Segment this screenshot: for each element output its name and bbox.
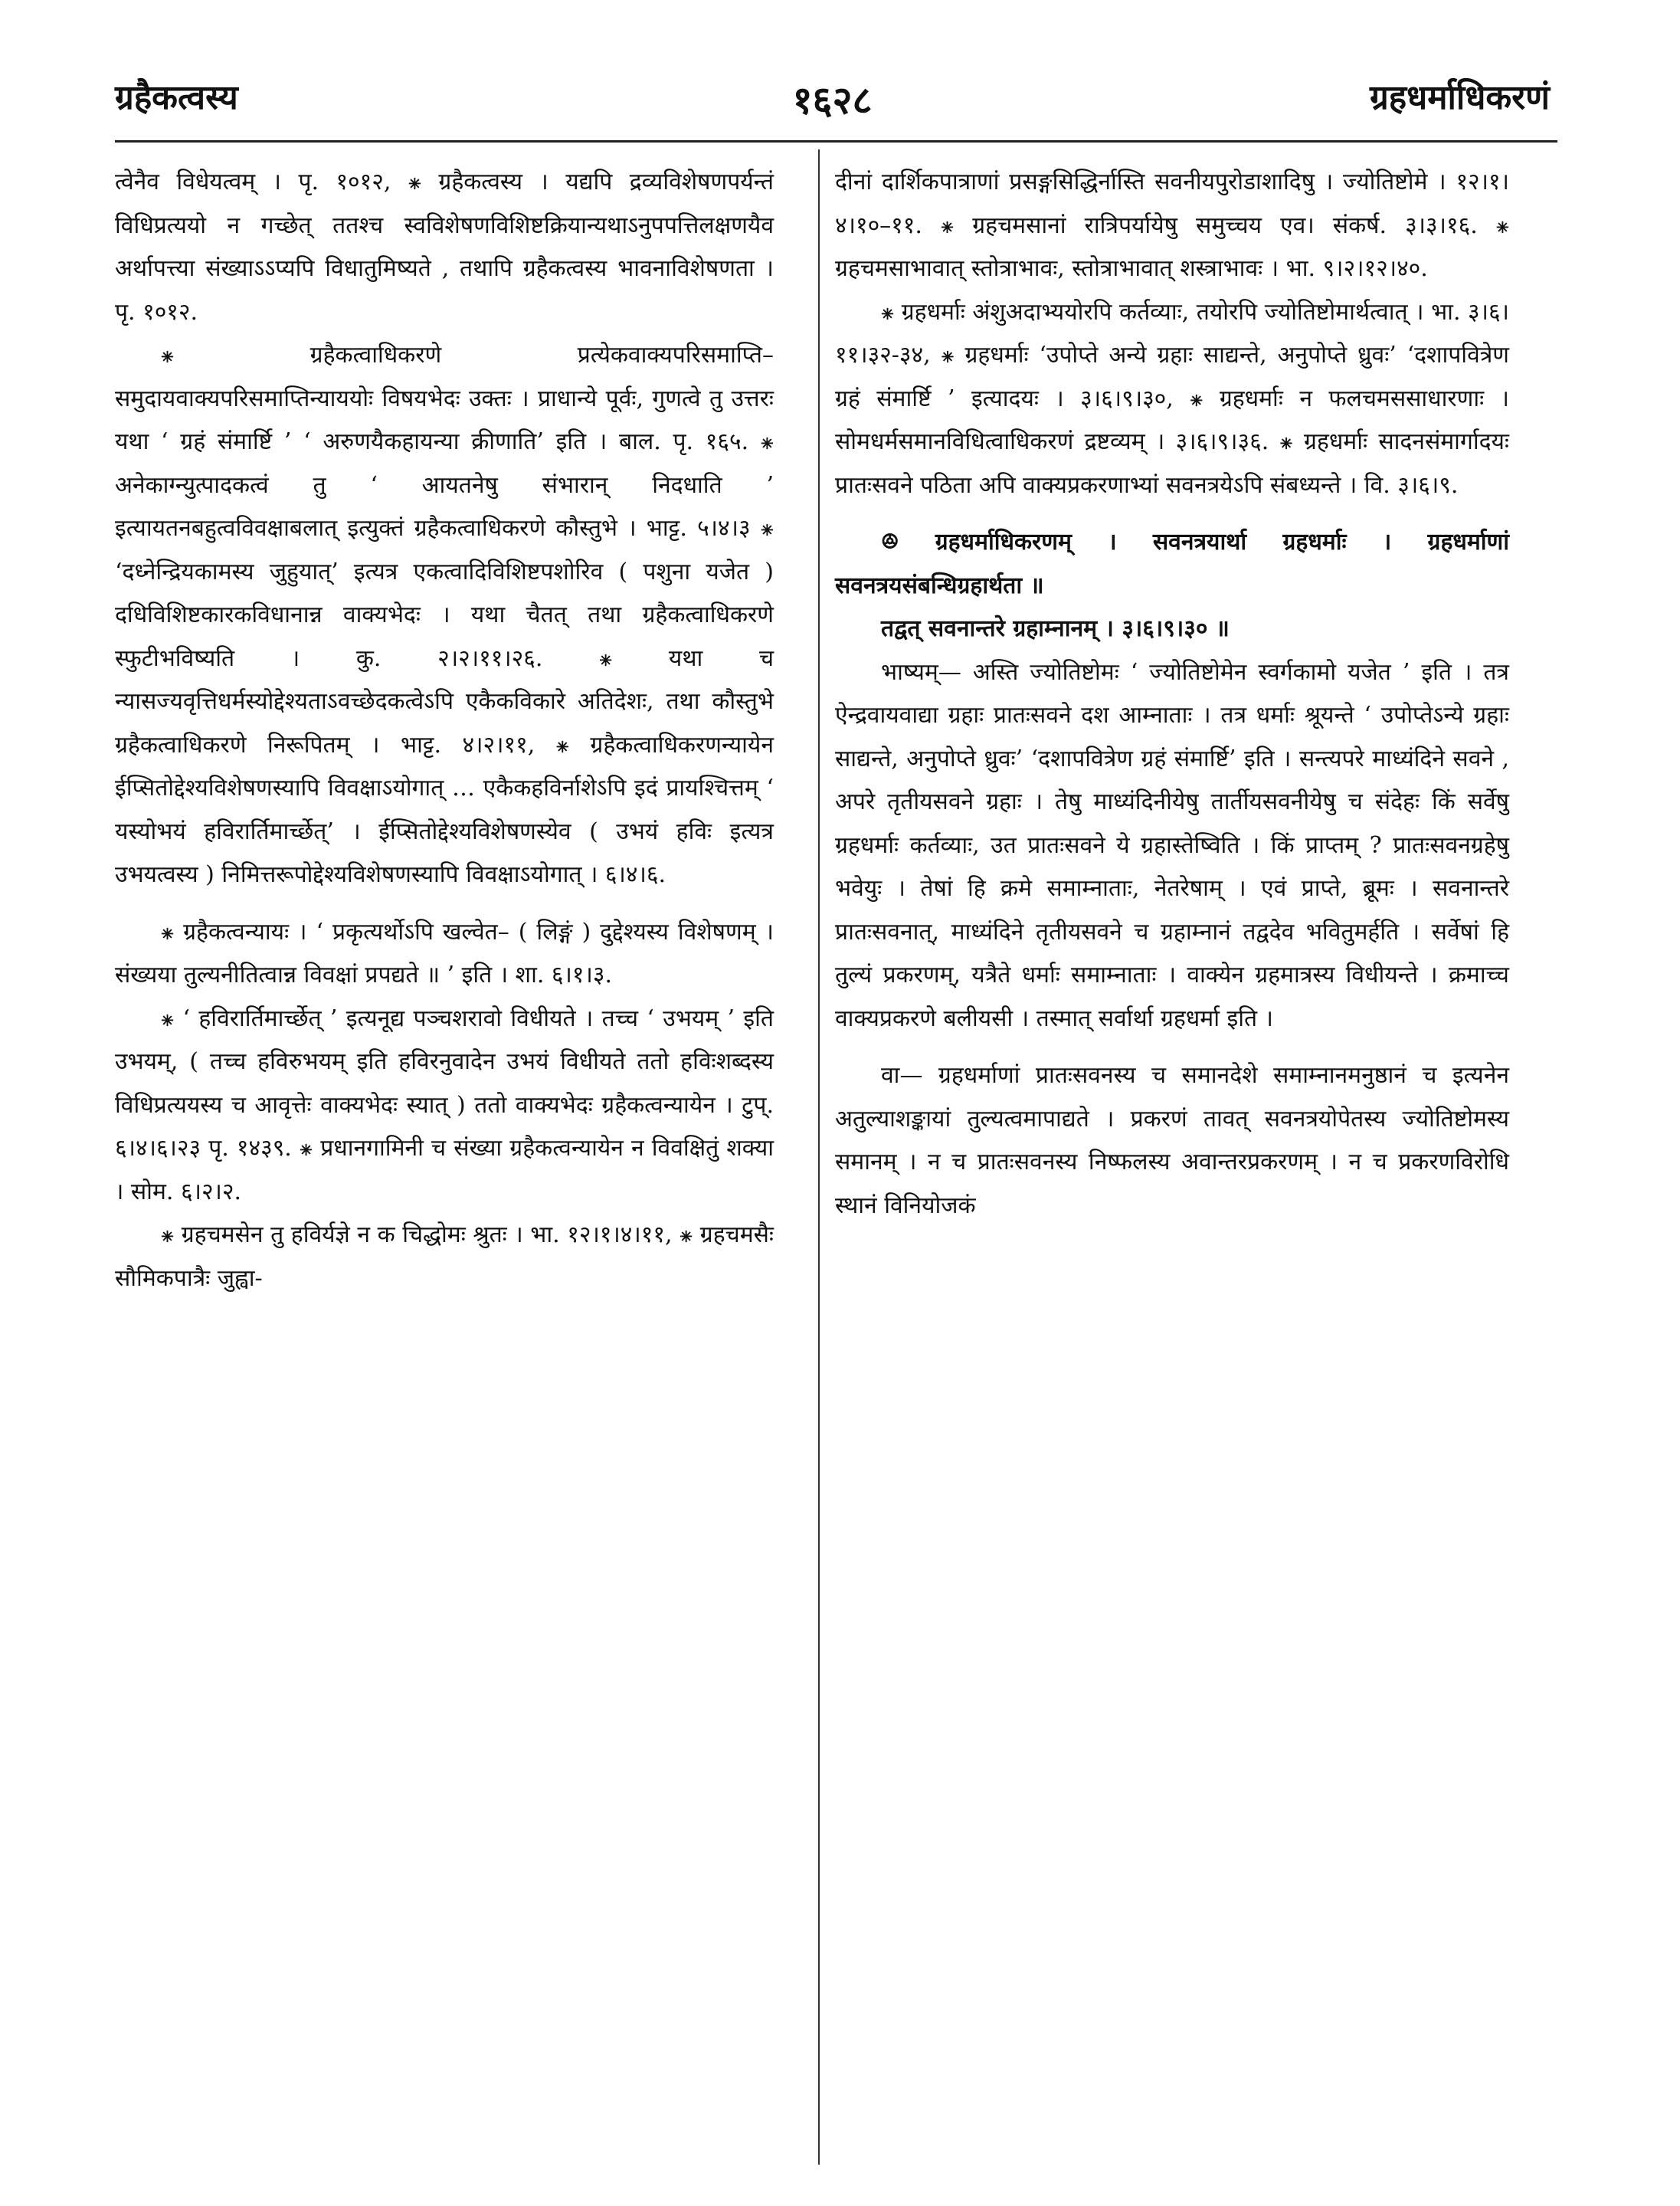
section-heading: ꔮ ग्रहधर्माधिकरणम् । सवनत्रयार्था ग्रहधर्माः । ग्रहधर्माणां सवनत्रयसंबन्धिग्रहार्थता ॥ xyxy=(835,529,1509,599)
vartika-paragraph: वा— ग्रहधर्माणां प्रातःसवनस्य च समानदेशे समाम्नानमनुष्ठानं च इत्यनेन अतुल्याशङ्कायां तुल्यत्वमापाद्यते । प्रकरणं तावत् सवनत्रयोपेतस्य ज्योतिष्टोमस्य समानम् । न च प्रातःसवनस्य निष्फलस्य अवान्तरप्रकरणम् । न च प्रकरणविरोधि स्थानं विनियोजकं xyxy=(835,1062,1509,1219)
header-right-title: ग्रहधर्माधिकरणं xyxy=(1369,78,1550,117)
page-number: १६२८ xyxy=(792,78,873,123)
header-left-title: ग्रहैकत्वस्य xyxy=(115,78,238,117)
left-paragraph-5: ⁕ ग्रहचमसेन तु हविर्यज्ञे न क चिद्धोमः श्रुतः । भा. १२।१।४।११, ⁕ ग्रहचमसैः सौमिकपात्रैः जुह्वा- xyxy=(115,1221,774,1292)
left-paragraph-2: ⁕ ग्रहैकत्वाधिकरणे प्रत्येकवाक्यपरिसमाप्ति–समुदायवाक्यपरिसमाप्तिन्याययोः विषयभेदः उक्तः । प्राधान्ये पूर्वः, गुणत्वे तु उत्तरः यथा ‘ ग्रहं संमार्ष्टि ’ ‘ अरुणयैकहायन्या क्रीणाति’ इति । बाल. पृ. १६५. ⁕ अनेकाग्न्युत्पादकत्वं तु ‘ आयतनेषु संभारान् निदधाति ’ इत्यायतनबहुत्वविवक्षाबलात् इत्युक्तं ग्रहैकत्वाधिकरणे कौस्तुभे । भाट्ट. ५।४।३ ⁕ ‘दध्नेन्द्रियकामस्य जुहुयात्’ इत्यत्र एकत्वादिविशिष्टपशोरिव ( पशुना यजेत ) दधिविशिष्टकारकविधानान्न वाक्यभेदः । यथा चैतत् तथा ग्रहैकत्वाधिकरणे स्फुटीभविष्यति । कु. २।२।११।२६. ⁕ यथा च न्यासज्यवृत्तिधर्मस्योद्देश्यताऽवच्छेदकत्वेऽपि एकैकविकारे अतिदेशः, तथा कौस्तुभे ग्रहैकत्वाधिकरणे निरूपितम् । भाट्ट. ४।२।११, ⁕ ग्रहैकत्वाधिकरणन्यायेन ईप्सितोद्देश्यविशेषणस्यापि विवक्षाऽयोगात् … एकैकहविर्नाशेऽपि इदं प्रायश्चित्तम् ‘ यस्योभयं हविरार्तिमार्च्छेत्’ । ईप्सितोद्देश्यविशेषणस्येव ( उभयं हविः इत्यत्र उभयत्वस्य ) निमित्तरूपोद्देश्यविशेषणस्यापि विवक्षाऽयोगात् । ६।४।६. xyxy=(115,342,774,888)
left-column xyxy=(115,161,774,1300)
header-rule xyxy=(115,140,1557,143)
left-paragraph-4: ⁕ ‘ हविरार्तिमार्च्छेत् ’ इत्यनूद्य पञ्चशरावो विधीयते । तच्च ‘ उभयम् ’ इति उभयम्, ( तच्च हविरुभयम् इति हविरनुवादेन उभयं विधीयते ततो हविःशब्दस्य विधिप्रत्ययस्य च आवृत्तेः वाक्यभेदः स्यात् ) ततो वाक्यभेदः ग्रहैकत्वन्यायेन । टुप्. ६।४।६।२३ पृ. १४३९. ⁕ प्रधानगामिनी च संख्या ग्रहैकत्वन्यायेन न विवक्षितुं शक्या । सोम. ६।२।२. xyxy=(115,1005,774,1205)
running-header xyxy=(115,73,1550,126)
left-paragraph-3: ⁕ ग्रहैकत्वन्यायः । ‘ प्रकृत्यर्थोऽपि खल्वेत– ( लिङ्गं ) दुद्देश्यस्य विशेषणम् । संख्यया तुल्यनीतित्वान्न विवक्षां प्रपद्यते ॥ ’ इति । शा. ६।१।३. xyxy=(115,918,774,988)
right-paragraph-2: ⁕ ग्रहधर्माः अंशुअदाभ्ययोरपि कर्तव्याः, तयोरपि ज्योतिष्टोमार्थत्वात् । भा. ३।६।११।३२-३४, ⁕ ग्रहधर्माः ‘उपोप्ते अन्ये ग्रहाः साद्यन्ते, अनुपोप्ते ध्रुवः’ ‘दशापवित्रेण ग्रहं संमार्ष्टि ’ इत्यादयः । ३।६।९।३०, ⁕ ग्रहधर्माः न फलचमससाधारणाः । सोमधर्मसमानविधित्वाधिकरणं द्रष्टव्यम् । ३।६।९।३६. ⁕ ग्रहधर्माः सादनसंमार्गादयः प्रातःसवने पठिता अपि वाक्यप्रकरणाभ्यां सवनत्रयेऽपि संबध्यन्ते । वि. ३।६।९. xyxy=(835,298,1509,499)
right-paragraph-1: दीनां दार्शिकपात्राणां प्रसङ्गसिद्धिर्नास्ति सवनीयपुरोडाशादिषु । ज्योतिष्टोमे । १२।१।४।१०–११. ⁕ ग्रहचमसानां रात्रिपर्यायेषु समुच्चय एव। संकर्ष. ३।३।१६. ⁕ ग्रहचमसाभावात् स्तोत्राभावः, स्तोत्राभावात् शस्त्राभावः । भा. ९।२।१२।४०. xyxy=(835,169,1509,282)
left-paragraph-1: त्वेनैव विधेयत्वम् । पृ. १०१२, ⁕ ग्रहैकत्वस्य । यद्यपि द्रव्यविशेषणपर्यन्तं विधिप्रत्ययो न गच्छेत् ततश्च स्वविशेषणविशिष्टक्रियान्यथाऽनुपपत्तिलक्षणयैव अर्थापत्त्या संख्याऽऽप्यपि विधातुमिष्यते , तथापि ग्रहैकत्वस्य भावनाविशेषणता । पृ. १०१२. xyxy=(115,169,774,326)
sutra-line: तद्वत् सवनान्तरे ग्रहाम्नानम् । ३।६।९।३० ॥ xyxy=(881,615,1230,642)
bhashya-paragraph: भाष्यम्— अस्ति ज्योतिष्टोमः ‘ ज्योतिष्टोमेन स्वर्गकामो यजेत ’ इति । तत्र ऐन्द्रवायवाद्या ग्रहाः प्रातःसवने दश आम्नाताः । तत्र धर्माः श्रूयन्ते ‘ उपोप्तेऽन्ये ग्रहाः साद्यन्ते, अनुपोप्ते ध्रुवः’ ‘दशापवित्रेण ग्रहं संमार्ष्टि’ इति । सन्त्यपरे माध्यंदिने सवने , अपरे तृतीयसवने ग्रहाः । तेषु माध्यंदिनीयेषु तार्तीयसवनीयेषु च संदेहः किं सर्वेषु ग्रहधर्माः कर्तव्याः, उत प्रातःसवने ये ग्रहास्तेष्विति । किं प्राप्तम् ? प्रातःसवनग्रहेषु भवेयुः । तेषां हि क्रमे समाम्नाताः, नेतरेषाम् । एवं प्राप्ते, ब्रूमः । सवनान्तरे प्रातःसवनात्, माध्यंदिने तृतीयसवने च ग्रहाम्नानं तद्वदेव भवितुमर्हति । सर्वेषां हि तुल्यं प्रकरणम्, यत्रैते धर्माः समाम्नाताः । वाक्येन ग्रहमात्रस्य विधीयन्ते । क्रमाच्च वाक्यप्रकरणे बलीयसी । तस्मात् सर्वार्था ग्रहधर्मा इति । xyxy=(835,658,1509,1032)
right-column xyxy=(835,161,1509,1228)
column-divider xyxy=(818,149,820,2165)
